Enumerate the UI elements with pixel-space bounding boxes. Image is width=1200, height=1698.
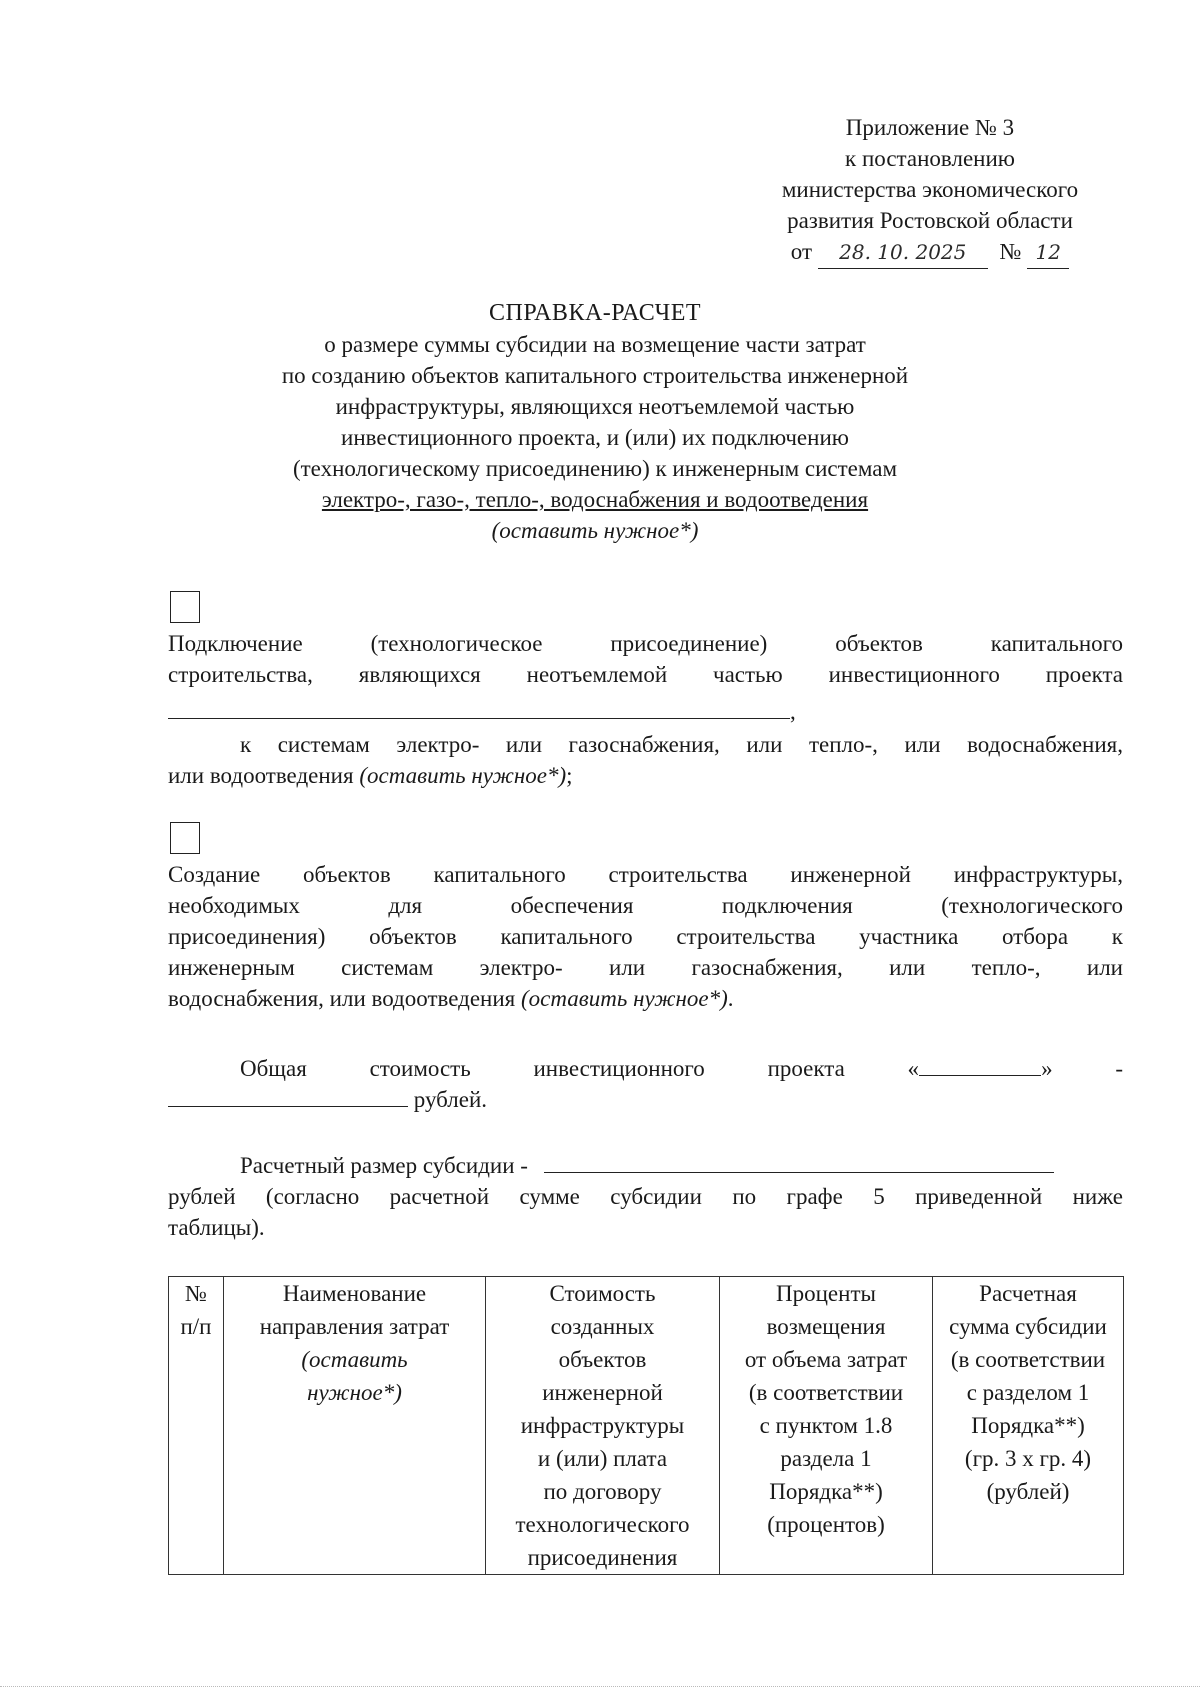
handwritten-date: 28. 10. 2025 [839,240,967,264]
col4-line: раздела 1 [780,1446,872,1471]
heading-underlined-line: электро-, газо-, тепло-, водоснабжения и водоотведения [321,487,869,512]
col2-note-line: нужное*) [307,1380,402,1405]
date-prefix: от [790,239,813,264]
col4-line: от объема затрат [744,1347,908,1372]
col5-line: (в соответствии [950,1347,1106,1372]
option2-line-1: Создание объектов капитального строительства инженерной инфраструктуры, [168,862,1123,887]
subsidy-amount-field[interactable] [544,1152,1054,1173]
col3-line: и (или) плата [537,1446,668,1471]
option2-line-5-text: водоснабжения, или водоотведения [168,986,521,1011]
col2-line: направления затрат [259,1314,450,1339]
col5-line: с разделом 1 [966,1380,1090,1405]
heading-line-2: по созданию объектов капитального строительства инженерной [281,363,909,388]
total-cost-line-2 [168,1084,1123,1115]
option2-line-5 [168,983,1123,1014]
document-heading [230,298,960,546]
number-field[interactable] [1027,237,1069,269]
option2-line-5-end: . [727,986,734,1011]
col5-line: (гр. 3 х гр. 4) [964,1446,1092,1471]
col4-line: (процентов) [767,1512,885,1537]
col4-line: Порядка**) [769,1479,883,1504]
handwritten-number: 12 [1035,240,1061,264]
total-cost-paragraph [168,1053,1123,1115]
date-field[interactable] [818,237,988,269]
option1-line-4-text: или водоотведения [168,763,360,788]
heading-line-4: инвестиционного проекта, и (или) их подключению [341,425,849,450]
heading-line-3: инфраструктуры, являющихся неотъемлемой частью [335,394,855,419]
heading-line-5: (технологическому присоединению) к инженерным системам [292,456,898,481]
col4-line: Проценты [776,1281,876,1306]
subsidy-line-2: рублей (согласно расчетной сумме субсидии по графе 5 приведенной ниже [168,1184,1123,1209]
option1-line-3: к системам электро- или газоснабжения, или тепло-, или водоснабжения, [240,732,1123,757]
col3-line: инженерной [542,1380,663,1405]
option1-line-4-end: ; [566,763,573,788]
col-header-percent [720,1277,933,1575]
col1-line: № [185,1281,207,1306]
col4-line: возмещения [766,1314,886,1339]
col4-line: (в соответствии [748,1380,904,1405]
table-header-row [169,1277,1124,1575]
option1-blank-line [168,696,1123,727]
col-header-subsidy-sum [933,1277,1124,1575]
option2-checkbox[interactable] [170,822,200,854]
subsidy-line-3: таблицы). [168,1215,265,1240]
col-header-cost-direction [224,1277,486,1575]
calculation-table [168,1276,1124,1575]
appendix-header [735,112,1125,267]
scan-edge-line [0,1686,1200,1688]
subsidy-text: Расчетный размер субсидии - [240,1153,528,1178]
option1-line-1: Подключение (технологическое присоединение) объектов капитального [168,631,1123,656]
total-cost-text: Общая стоимость инвестиционного проекта « [240,1056,920,1081]
col5-line: (рублей) [986,1479,1070,1504]
heading-line-1: о размере суммы субсидии на возмещение части затрат [324,332,866,357]
col3-line: Стоимость [549,1281,656,1306]
appendix-date-number [735,236,1125,267]
option2-line-3: присоединения) объектов капитального строительства участника отбора к [168,924,1123,949]
col2-note-line: (оставить [301,1347,408,1372]
total-cost-close: » - [1041,1056,1123,1081]
option1-line-2: строительства, являющихся неотъемлемой частью инвестиционного проекта [168,662,1123,687]
option2-note: (оставить нужное*) [521,986,728,1011]
col-header-number [169,1277,224,1575]
col3-line: присоединения [527,1545,678,1570]
project-name-field[interactable] [168,696,790,719]
col-header-cost [486,1277,720,1575]
blank-suffix: , [790,699,796,724]
col3-line: по договору [543,1479,662,1504]
total-cost-quoted-field[interactable] [919,1055,1041,1076]
col4-line: с пунктом 1.8 [759,1413,893,1438]
number-prefix: № [999,239,1022,264]
option2-line-4: инженерным системам электро- или газоснабжения, или тепло-, или [168,955,1123,980]
total-cost-line-1 [168,1053,1123,1084]
col2-line: Наименование [282,1281,427,1306]
col3-line: технологического [515,1512,690,1537]
appendix-line-4: развития Ростовской области [787,208,1073,233]
option2-paragraph [168,859,1123,1014]
col5-line: Расчетная [979,1281,1077,1306]
subsidy-line-1 [168,1150,1123,1181]
appendix-line-1: Приложение № 3 [845,115,1015,140]
total-cost-rubles: рублей. [408,1087,488,1112]
option1-note: (оставить нужное*) [359,763,567,788]
option1-line-4 [168,760,1123,791]
col1-line: п/п [180,1314,212,1339]
heading-note: (оставить нужное*) [491,518,699,543]
option1-checkbox[interactable] [170,591,200,623]
total-cost-amount-field[interactable] [168,1086,408,1107]
col5-line: Порядка**) [971,1413,1085,1438]
col3-line: объектов [558,1347,647,1372]
appendix-line-3: министерства экономического [781,177,1079,202]
col5-line: сумма субсидии [949,1314,1107,1339]
appendix-line-2: к постановлению [845,146,1015,171]
option2-line-2: необходимых для обеспечения подключения (технологического [168,893,1123,918]
subsidy-paragraph [168,1150,1123,1243]
col3-line: инфраструктуры [520,1413,685,1438]
document-title: СПРАВКА-РАСЧЕТ [488,300,702,326]
col3-line: созданных [550,1314,655,1339]
option1-paragraph [168,628,1123,791]
